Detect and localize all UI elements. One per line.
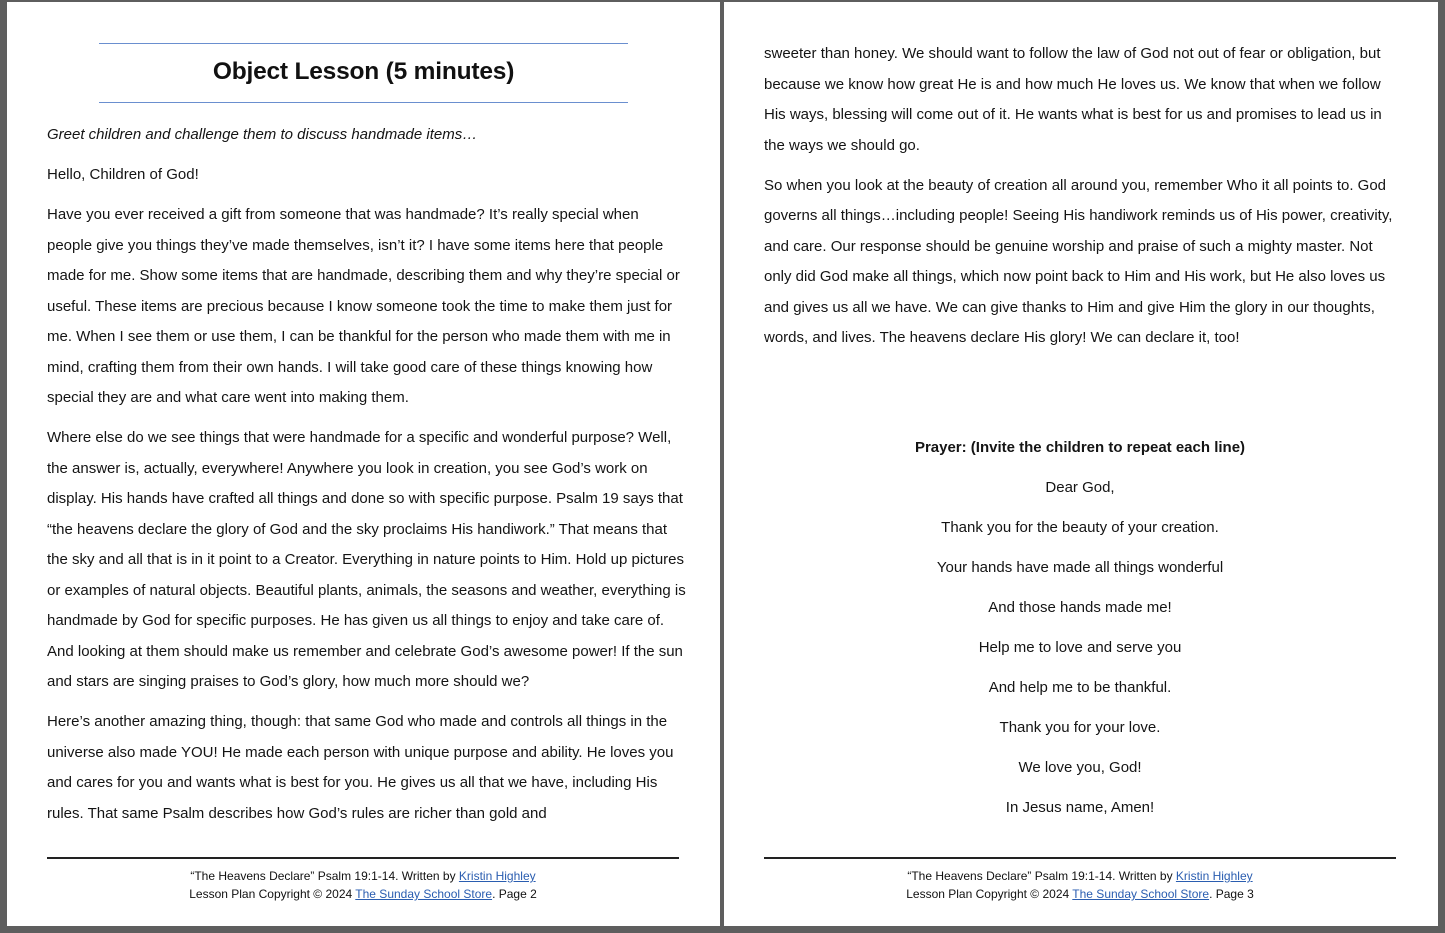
document-page-3 (724, 2, 1438, 926)
prayer-line: We love you, God! (1018, 759, 1142, 776)
prayer-line: Thank you for the beauty of your creation. (941, 519, 1219, 536)
store-link[interactable]: The Sunday School Store (355, 887, 493, 901)
body-paragraph: So when you look at the beauty of creation all around you, remember Who it all points to. God governs all things…including people! Seeing His handiwork reminds us of His power, creativity, and care. Our response should be genuine worship and praise of such a mighty master. Not only did God make all things, which now point back to Him and His work, but He also loves us and gives us all we have. We can give thanks to Him and give Him the glory in our thoughts, words, and lives. The heavens declare His glory! We can declare it, too! (764, 176, 1393, 346)
footer-line-2 (47, 885, 679, 903)
prayer-line: And those hands made me! (988, 599, 1172, 616)
greeting: Hello, Children of God! (47, 166, 199, 183)
prayer-line: In Jesus name, Amen! (1005, 799, 1155, 816)
page-number: . Page 3 (1209, 887, 1254, 901)
prayer-line: Dear God, (1045, 479, 1115, 496)
page-title: Object Lesson (5 minutes) (212, 58, 515, 85)
document-page-2 (7, 2, 720, 926)
footer-rule (47, 857, 679, 859)
prayer-heading: Prayer: (Invite the children to repeat each line) (914, 439, 1246, 456)
footer-line-2 (764, 885, 1396, 903)
prayer-line: Help me to love and serve you (978, 639, 1182, 656)
body-paragraph: Here’s another amazing thing, though: that same God who made and controls all things in the universe also made YOU! He made each person with unique purpose and ability. He loves you and cares for you and wants what is best for you. He gives us all that we have, including His rules. That same Psalm describes how God’s rules are richer than gold and (47, 713, 674, 822)
title-bottom-rule (99, 102, 628, 103)
page3-body (764, 39, 1400, 363)
footer-copyright: Lesson Plan Copyright © 2024 (906, 887, 1073, 901)
footer-copyright: Lesson Plan Copyright © 2024 (189, 887, 356, 901)
page-footer (764, 867, 1396, 903)
page-footer (47, 867, 679, 903)
author-link[interactable]: Kristin Highley (1175, 869, 1253, 883)
body-paragraph: Where else do we see things that were handmade for a specific and wonderful purpose? Well, the answer is, actually, everywhere! Anywhere you look in creation, you see God’s work on display. His hands have crafted all things and done so with specific purpose. Psalm 19 says that “the heavens declare the glory of God and the sky proclaims His handiwork.” That means that the sky and all that is in it point to a Creator. Everything in nature points to Him. Hold up pictures or examples of natural objects. Beautiful plants, animals, the seasons and weather, everything is handmade by God for specific purposes. He has given us all things to enjoy and take care of. And looking at them should make us remember and celebrate God’s awesome power! If the sun and stars are singing praises to God’s glory, how much more should we? (47, 429, 686, 690)
page2-body (47, 120, 687, 839)
footer-rule (764, 857, 1396, 859)
prayer-section (764, 428, 1396, 828)
body-paragraph: Have you ever received a gift from someone that was handmade? It’s really special when people give you things they’ve made themselves, isn’t it? I have some items here that people made for me. Show some items that are handmade, describing them and why they’re special or useful. These items are precious because I know someone took the time to make them just for me. When I see them or use them, I can be thankful for the person who made them with me in mind, crafting them from their own hands. I will take good care of these things knowing how special they are and what care went into making them. (47, 206, 680, 406)
intro-instruction: Greet children and challenge them to discuss handmade items… (47, 126, 478, 143)
prayer-line: And help me to be thankful. (988, 679, 1172, 696)
body-paragraph: sweeter than honey. We should want to follow the law of God not out of fear or obligation, but because we know how great He is and how much He loves us. We know that when we follow His ways, blessing will come out of it. He wants what is best for us and promises to lead us in the ways we should go. (764, 45, 1382, 154)
footer-line-1 (47, 867, 679, 885)
author-link[interactable]: Kristin Highley (458, 869, 536, 883)
footer-citation: “The Heavens Declare” Psalm 19:1-14. Written by (907, 869, 1176, 883)
prayer-line: Thank you for your love. (999, 719, 1161, 736)
footer-citation: “The Heavens Declare” Psalm 19:1-14. Written by (190, 869, 459, 883)
store-link[interactable]: The Sunday School Store (1072, 887, 1210, 901)
footer-line-1 (764, 867, 1396, 885)
title-top-rule (99, 43, 628, 44)
page-number: . Page 2 (492, 887, 537, 901)
prayer-line: Your hands have made all things wonderful (936, 559, 1224, 576)
